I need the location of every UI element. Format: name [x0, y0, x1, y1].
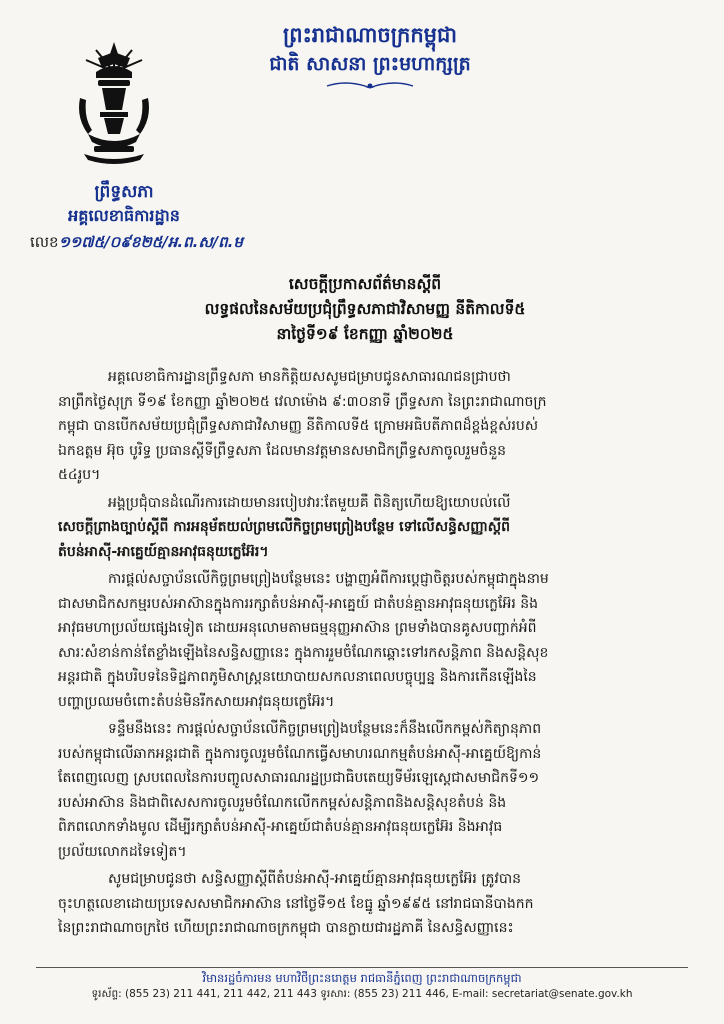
title-line-3: នាថ្ងៃទី១៩ ខែកញ្ញា ឆ្នាំ២០២៥	[276, 325, 454, 343]
tacteng-ornament-icon	[325, 80, 415, 92]
text-line: ទន្ទឹមនឹងនេះ ការផ្តល់សច្ចាប័នលើកិច្ចព្រមព្រៀងបន្ថែមនេះក៏នឹងលើកកម្ពស់កិត្យានុភាព	[108, 721, 542, 737]
text-line: សូមជម្រាបជូនថា សន្ធិសញ្ញាស្តីពីតំបន់អាស៊ី-អាគ្នេយ៍គ្មានអាវុធនុយក្លេអ៊ែរ ត្រូវបាន	[108, 871, 522, 887]
text-line: ឯកឧត្តម អ៊ុច បូរិទ្ធ ប្រធានស្តីទីព្រឹទ្ធសភា ដែលមានវត្តមានសមាជិកព្រឹទ្ធសភាចូលរួមចំនួន	[58, 442, 506, 459]
document-body	[58, 365, 670, 941]
paragraph-4	[58, 717, 670, 864]
title-line-1: សេចក្តីប្រកាសព័ត៌មានស្តីពី	[288, 275, 442, 293]
text-line: តំបន់អាស៊ី-អាគ្នេយ៍គ្មានអាវុធនុយក្លេអ៊ែរ។	[58, 543, 269, 560]
reference-value: ១១៧៥/០៩ខ២៥/អ.ព.ស/ព.ម	[58, 233, 243, 251]
title-line-2: លទ្ធផលនៃសម័យប្រជុំព្រឹទ្ធសភាជាវិសាមញ្ញ នីតិកាលទី៥	[204, 300, 526, 318]
text-line: ចុះហត្ថលេខាដោយប្រទេសសមាជិកអាស៊ាន នៅថ្ងៃទី១៥ ខែធ្នូ ឆ្នាំ១៩៩៥ នៅរាជធានីបាងកក	[58, 895, 534, 912]
text-line: បញ្ហាប្រឈមចំពោះតំបន់មិនរីកសាយអាវុធនុយក្លេអ៊ែរ។	[58, 693, 335, 710]
footer-divider	[36, 967, 688, 968]
text-line: នាព្រឹកថ្ងៃសុក្រ ទី១៩ ខែកញ្ញា ឆ្នាំ២០២៥ វេលាម៉ោង ៩:៣០នាទី ព្រឹទ្ធសភា នៃព្រះរាជាណាចក្រ	[58, 393, 547, 410]
text-line: សារៈសំខាន់កាន់តែខ្លាំងឡើងនៃសន្ធិសញ្ញានេះ ក្នុងការរួមចំណែកឆ្ពោះទៅរកសន្តិភាព និងសន្តិសុខ	[58, 644, 549, 661]
text-line: របស់អាស៊ាន និងជាពិសេសការចូលរួមចំណែកលើកកម្ពស់សន្តិភាពនិងសន្តិសុខតំបន់ និង	[58, 794, 507, 811]
issuing-office	[44, 180, 204, 228]
text-line: តែពេញលេញ ស្របពេលនៃការបញ្ចូលសាធារណរដ្ឋប្រជាធិបតេយ្យទីម័រឡេស្តេជាសមាជិកទី១១	[58, 770, 540, 786]
text-line: ប្រល័យលោកដទៃទៀត។	[58, 843, 187, 860]
text-line: ពិភពលោកទាំងមូល ដើម្បីរក្សាតំបន់អាស៊ី-អាគ្នេយ៍ជាតំបន់គ្មានអាវុធនុយក្លេអ៊ែរ និងអាវុធ	[58, 819, 503, 835]
kingdom-name: ព្រះរាជាណាចក្រកម្ពុជា	[282, 23, 457, 47]
text-line: សេចក្តីព្រាងច្បាប់ស្តីពី ការអនុម័តយល់ព្រមលើកិច្ចព្រមព្រៀងបន្ថែម ទៅលើសន្ធិសញ្ញាស្តីពី	[58, 519, 510, 535]
text-line: របស់កម្ពុជាលើឆាកអន្តរជាតិ ក្នុងការចូលរួមចំណែកធ្វើសមាហរណកម្មតំបន់អាស៊ី-អាគ្នេយ៍ឱ្យកាន់	[58, 745, 542, 762]
secretariat-name: អគ្គលេខាធិការដ្ឋាន	[68, 206, 180, 225]
text-line: អន្តរជាតិ ក្នុងបរិបទនៃទិដ្ឋភាពភូមិសាស្ត្រនយោបាយសកលនាពេលបច្ចុប្បន្ន និងការកើនឡើងនៃ	[58, 669, 537, 685]
reference-prefix: លេខ	[30, 233, 59, 251]
senate-emblem-icon	[74, 38, 154, 168]
text-line: ជាសមាជិកសកម្មរបស់អាស៊ានក្នុងការរក្សាតំបន់អាស៊ី-អាគ្នេយ៍ ជាតំបន់គ្មានអាវុធនុយក្លេអ៊ែរ និង	[58, 595, 539, 612]
senate-name: ព្រឹទ្ធសភា	[94, 182, 154, 202]
paragraph-3	[58, 567, 670, 714]
text-line: អគ្គលេខាធិការដ្ឋានព្រឹទ្ធសភា មានកិត្តិយសសូមជម្រាបជូនសាធារណជនជ្រាបថា	[108, 369, 511, 385]
text-line: អាវុធមហាប្រល័យផ្សេងទៀត ដោយអនុលោមតាមធម្មនុញ្ញអាស៊ាន ព្រមទាំងបានគូសបញ្ជាក់អំពី	[58, 620, 537, 636]
text-line: ការផ្តល់សច្ចាប័នលើកិច្ចព្រមព្រៀងបន្ថែមនេះ បង្ហាញអំពីការប្តេជ្ញាចិត្តរបស់កម្ពុជាក្នុងនាម	[108, 571, 549, 587]
paragraph-5	[58, 867, 670, 941]
paragraph-2	[58, 491, 670, 565]
reference-number	[30, 233, 243, 255]
footer-contact: ទូរស័ព្ទ: (855 23) 211 441, 211 442, 211 443 ទូរសារ: (855 23) 211 446, E-mail: secretariat@senate.gov.kh	[91, 988, 633, 1000]
text-line: នៃព្រះរាជាណាចក្រថៃ ហើយព្រះរាជាណាចក្រកម្ពុជា បានក្លាយជារដ្ឋភាគី នៃសន្ធិសញ្ញានេះ	[58, 920, 514, 936]
text-line: អង្គប្រជុំបានដំណើរការដោយមានរបៀបវារៈតែមួយគឺ ពិនិត្យហើយឱ្យយោបល់លើ	[108, 494, 511, 511]
text-line: កម្ពុជា បានបើកសម័យប្រជុំព្រឹទ្ធសភាជាវិសាមញ្ញ នីតិកាលទី៥ ក្រោមអធិបតីភាពដ៏ខ្ពង់ខ្ពស់របស់	[58, 418, 539, 434]
document-title	[150, 272, 580, 347]
national-motto: ជាតិ សាសនា ព្រះមហាក្សត្រ	[269, 53, 471, 75]
footer-address: វិមានរដ្ឋចំការមន មហាវិថីព្រះនរោត្តម រាជធានីភ្នំពេញ ព្រះរាជាណាចក្រកម្ពុជា	[202, 971, 522, 985]
paragraph-1	[58, 365, 670, 488]
kingdom-header	[220, 20, 520, 92]
text-line: ៥៤រូប។	[58, 467, 101, 483]
